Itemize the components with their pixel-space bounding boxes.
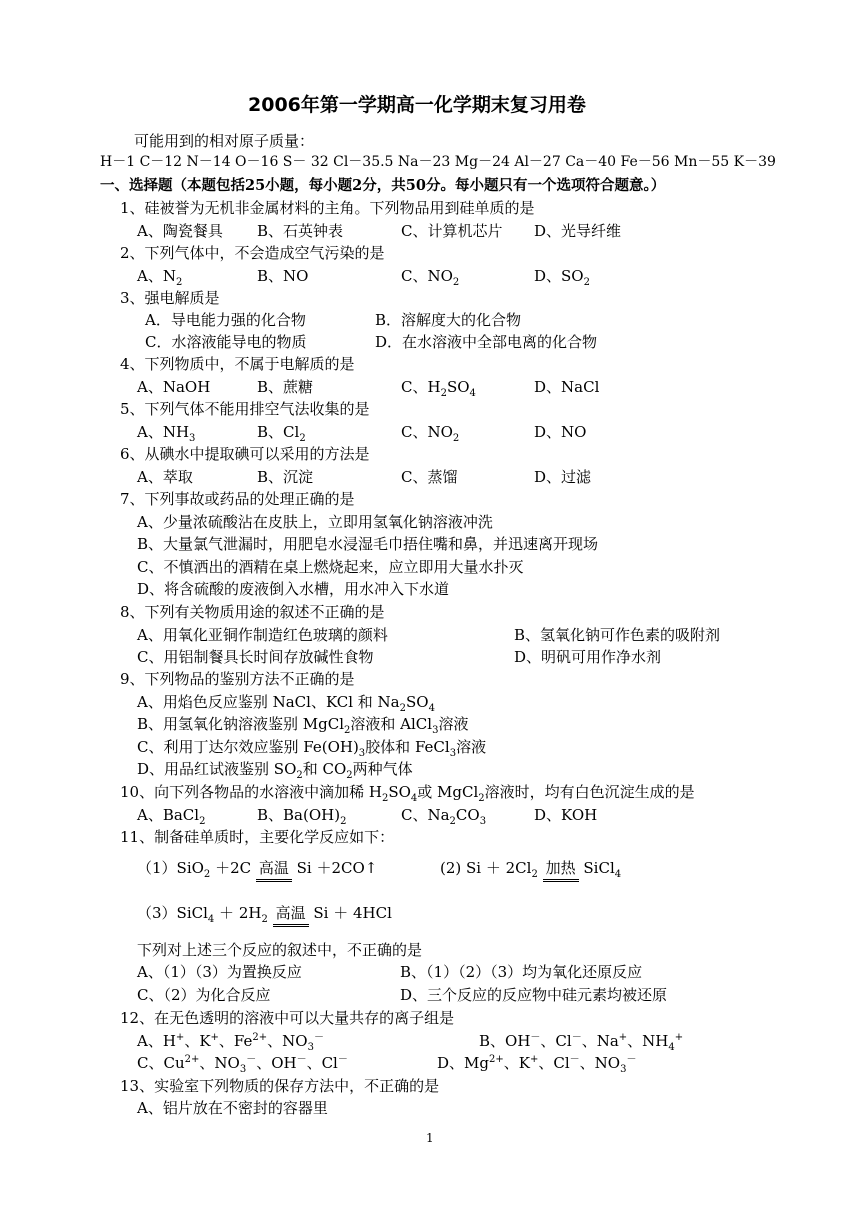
question-13: 13、实验室下列物质的保存方法中，不正确的是 bbox=[120, 1077, 440, 1095]
option-a: A、萃取 bbox=[137, 468, 193, 486]
question-4: 4、下列物质中，不属于电解质的是 bbox=[120, 355, 355, 373]
reaction-1: （1）SiO$_2$ ＋2C 高温 Si ＋2CO↑ bbox=[137, 859, 378, 880]
q6-options bbox=[137, 467, 837, 487]
option-c: C、利用丁达尔效应鉴别 $Fe(OH)_3$胶体和 FeCl$_3$溶液 bbox=[137, 738, 487, 759]
question-10: 10、向下列各物品的水溶液中滴加稀 $H_2SO_4$或 MgCl$_2$溶液时，均有白色沉淀生成的是 bbox=[120, 783, 695, 804]
q4-options bbox=[137, 377, 837, 397]
option-d: D、用品红试液鉴别 $SO_2$和 $CO_2$两种气体 bbox=[137, 760, 413, 781]
option-a: A、$NH_3$ bbox=[137, 423, 196, 444]
option-a: A、（1）（3）为置换反应 bbox=[137, 963, 302, 981]
option-a: A、H+、K+、$Fe^{2+}$、$NO_3^-$ bbox=[137, 1032, 324, 1053]
option-b: B、$Ba(OH)_2$ bbox=[257, 806, 347, 827]
option-b: B、大量氯气泄漏时，用肥皂水浸湿毛巾捂住嘴和鼻，并迅速离开现场 bbox=[137, 535, 599, 553]
option-c: C．水溶液能导电的物质 bbox=[145, 333, 307, 351]
option-c: C、（2）为化合反应 bbox=[137, 986, 271, 1004]
option-b: B、$Cl_2$ bbox=[257, 423, 306, 444]
option-d: D、KOH bbox=[534, 806, 598, 824]
option-a: A、BaCl$_2$ bbox=[137, 806, 206, 827]
option-d: D、NO bbox=[534, 423, 587, 441]
reaction-3: （3）SiCl$_4$ ＋ $2H_2$ 高温 Si ＋ 4HCl bbox=[137, 904, 392, 925]
reaction-2: (2) $Si + 2Cl_2$ 加热 SiCl$_4$ bbox=[440, 859, 622, 880]
q11-sub-stem: 下列对上述三个反应的叙述中，不正确的是 bbox=[137, 941, 423, 959]
condition-high-temp: 高温 bbox=[256, 858, 292, 878]
question-5: 5、下列气体不能用排空气法收集的是 bbox=[120, 400, 370, 418]
option-d: D、NaCl bbox=[534, 378, 600, 396]
option-d: D、过滤 bbox=[534, 468, 592, 486]
option-d: D、三个反应的反应物中硅元素均被还原 bbox=[400, 986, 668, 1004]
q3-options-row1 bbox=[145, 310, 845, 330]
q2-options bbox=[137, 266, 837, 286]
option-b: B、用氢氧化钠溶液鉴别 MgCl$_2$溶液和 AlCl$_3$溶液 bbox=[137, 715, 469, 736]
option-c: C、蒸馏 bbox=[401, 468, 458, 486]
option-d: D、$SO_2$ bbox=[534, 267, 590, 288]
option-c: C、计算机芯片 bbox=[401, 222, 503, 240]
q11-options-row1 bbox=[137, 962, 837, 982]
option-a: A、用氧化亚铜作制造红色玻璃的颜料 bbox=[137, 626, 388, 644]
option-d: D、将含硫酸的废液倒入水槽，用水冲入下水道 bbox=[137, 580, 450, 598]
q1-options bbox=[137, 221, 837, 241]
question-12: 12、在无色透明的溶液中可以大量共存的离子组是 bbox=[120, 1009, 455, 1027]
option-c: C、$Cu^{2+}$、$NO_3^-$、OH－、Cl－ bbox=[137, 1054, 348, 1075]
option-c: C、用铝制餐具长时间存放碱性食物 bbox=[137, 648, 374, 666]
question-11: 11、制备硅单质时，主要化学反应如下： bbox=[120, 828, 395, 846]
option-d: D、光导纤维 bbox=[534, 222, 622, 240]
atomic-mass-list: H－1 C－12 N－14 O－16 S－ 32 Cl－35.5 Na－23 Mg－24 Al－27 Ca－40 Fe－56 Mn－55 K－39 bbox=[100, 154, 776, 170]
option-b: B、OH－、Cl－、Na+、$NH_4^+$ bbox=[479, 1032, 684, 1053]
option-a: A、用焰色反应鉴别 NaCl、KCl 和 $Na_2SO_4$ bbox=[137, 693, 435, 714]
q8-options-row1 bbox=[137, 625, 837, 645]
option-b: B、（1）（2）（3）均为氧化还原反应 bbox=[400, 963, 643, 981]
q10-options bbox=[137, 805, 837, 825]
question-8: 8、下列有关物质用途的叙述不正确的是 bbox=[120, 603, 385, 621]
section-heading: 一、选择题（本题包括25小题，每小题2分，共50分。每小题只有一个选项符合题意。） bbox=[100, 177, 666, 194]
q11-options-row2 bbox=[137, 985, 837, 1005]
q8-options-row2 bbox=[137, 647, 837, 667]
option-c: C、$NO_2$ bbox=[401, 267, 460, 288]
option-b: B、蔗糖 bbox=[257, 378, 314, 396]
question-3: 3、强电解质是 bbox=[120, 289, 220, 307]
option-a: A、铝片放在不密封的容器里 bbox=[137, 1099, 328, 1117]
option-d: D、$Mg^{2+}$、K+、Cl－、$NO_3^-$ bbox=[437, 1054, 637, 1075]
question-2: 2、下列气体中，不会造成空气污染的是 bbox=[120, 244, 385, 262]
question-9: 9、下列物品的鉴别方法不正确的是 bbox=[120, 670, 355, 688]
option-a: A、少量浓硫酸沾在皮肤上，立即用氢氧化钠溶液冲洗 bbox=[137, 513, 493, 531]
option-b: B、NO bbox=[257, 267, 309, 285]
option-a: A．导电能力强的化合物 bbox=[145, 311, 306, 329]
condition-high-temp: 高温 bbox=[273, 903, 309, 923]
q12-options-row2 bbox=[137, 1053, 837, 1073]
option-c: C、不慎洒出的酒精在桌上燃烧起来，应立即用大量水扑灭 bbox=[137, 558, 524, 576]
q5-options bbox=[137, 422, 837, 442]
atomic-mass-label: 可能用到的相对原子质量： bbox=[134, 132, 315, 150]
reaction-1-2 bbox=[137, 858, 837, 880]
option-c: C、$H_2SO_4$ bbox=[401, 378, 476, 399]
option-d: D．在水溶液中全部电离的化合物 bbox=[375, 333, 598, 351]
option-c: C、$NO_2$ bbox=[401, 423, 460, 444]
question-6: 6、从碘水中提取碘可以采用的方法是 bbox=[120, 445, 370, 463]
page-title: 2006年第一学期高一化学期末复习用卷 bbox=[248, 94, 586, 116]
option-b: B．溶解度大的化合物 bbox=[375, 311, 522, 329]
option-d: D、明矾可用作净水剂 bbox=[514, 648, 662, 666]
question-1: 1、硅被誉为无机非金属材料的主角。下列物品用到硅单质的是 bbox=[120, 199, 535, 217]
question-7: 7、下列事故或药品的处理正确的是 bbox=[120, 490, 355, 508]
page-number: 1 bbox=[426, 1131, 434, 1145]
option-b: B、沉淀 bbox=[257, 468, 314, 486]
option-a: A、陶瓷餐具 bbox=[137, 222, 223, 240]
q12-options-row1 bbox=[137, 1031, 837, 1051]
condition-heating: 加热 bbox=[543, 858, 579, 878]
option-b: B、石英钟表 bbox=[257, 222, 344, 240]
option-c: C、$Na_2CO_3$ bbox=[401, 806, 487, 827]
q3-options-row2 bbox=[145, 332, 845, 352]
option-b: B、氢氧化钠可作色素的吸附剂 bbox=[514, 626, 721, 644]
option-a: A、NaOH bbox=[137, 378, 211, 396]
option-a: A、$N_2$ bbox=[137, 267, 183, 288]
